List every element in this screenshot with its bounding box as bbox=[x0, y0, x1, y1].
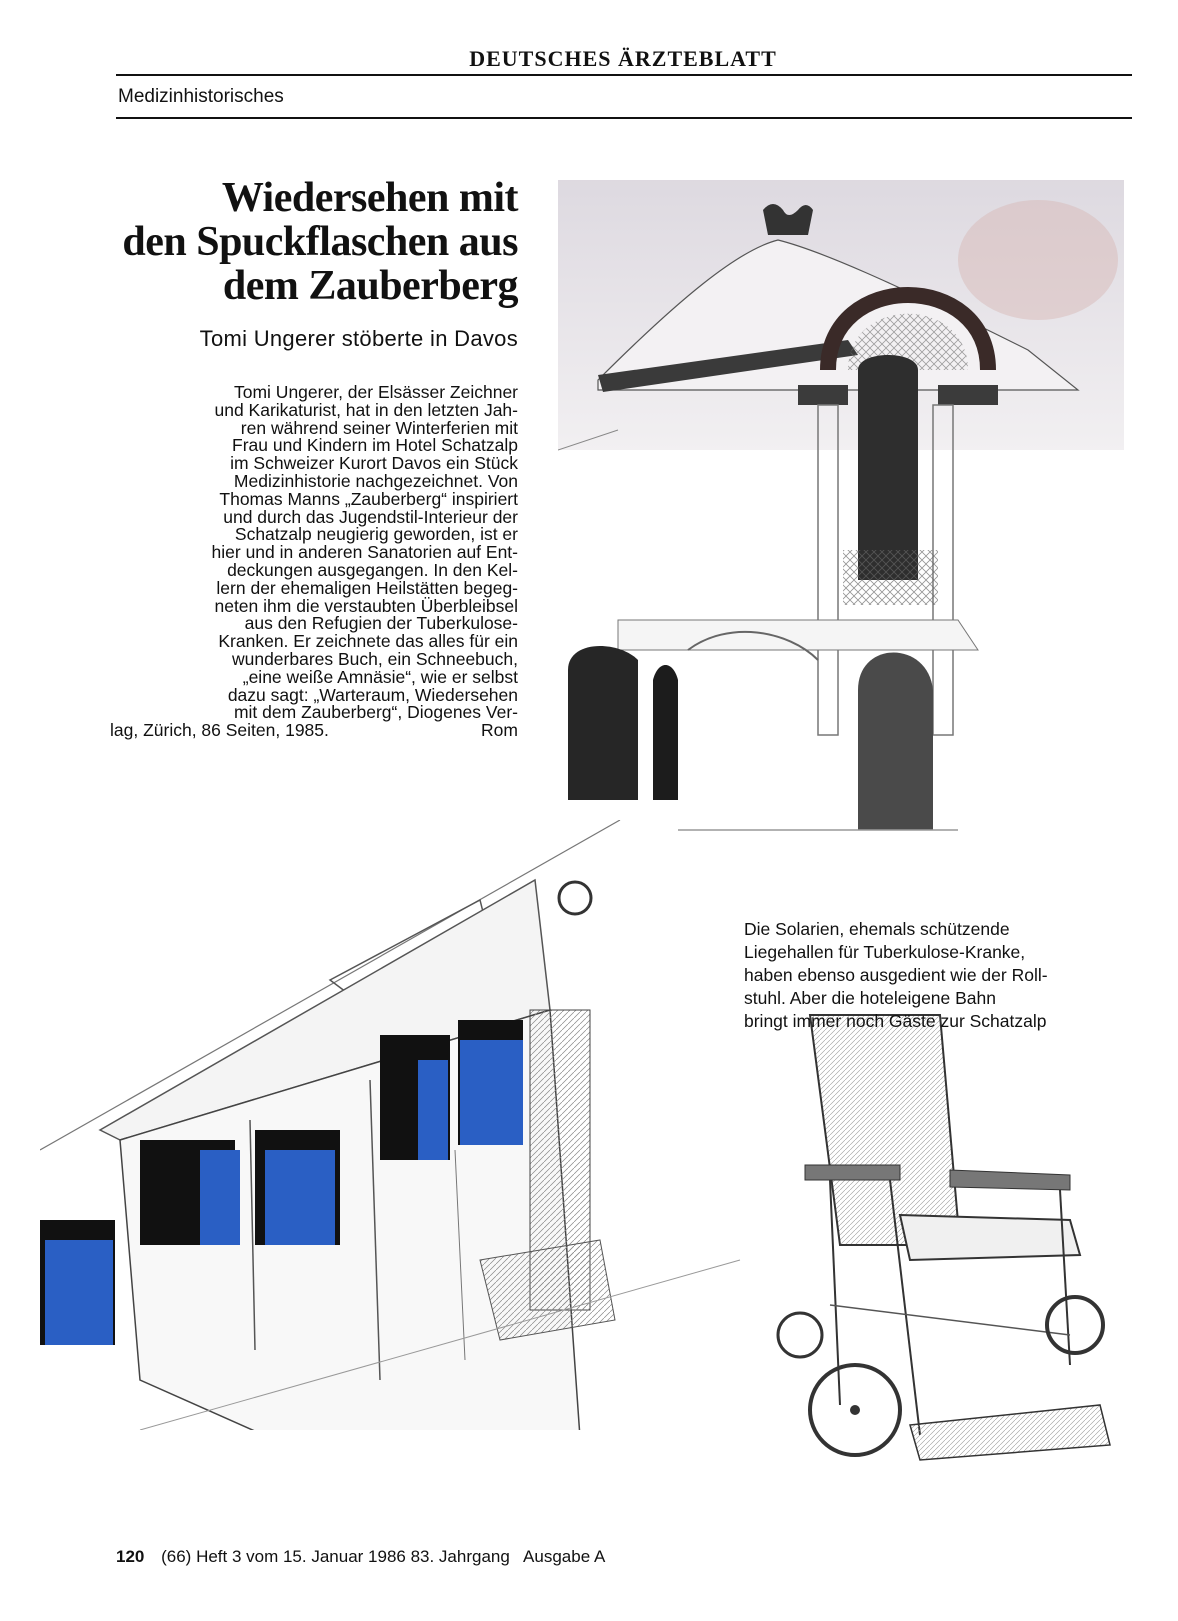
railcar-drawing bbox=[40, 820, 760, 1430]
body-line: Tomi Ungerer, der Elsässer Zeichner bbox=[234, 382, 518, 402]
solarium-drawing bbox=[558, 180, 1124, 870]
article-body bbox=[110, 384, 518, 740]
body-line: deckungen ausgegangen. In den Kel- bbox=[227, 559, 518, 580]
issue-info: (66) Heft 3 vom 15. Januar 1986 83. Jahrgang Ausgabe A bbox=[161, 1547, 606, 1566]
body-line: mit dem Zauberberg“, Diogenes Ver- bbox=[233, 702, 518, 723]
body-line: Medizinhistorie nachgezeichnet. Von bbox=[233, 470, 518, 491]
body-line: dazu sagt: „Warteraum, Wiedersehen bbox=[227, 684, 518, 705]
body-line: lag, Zürich, 86 Seiten, 1985. bbox=[110, 720, 329, 741]
section-label: Medizinhistorisches bbox=[118, 86, 284, 107]
subtitle: Tomi Ungerer stöberte in Davos bbox=[199, 326, 518, 351]
illustration-caption bbox=[744, 918, 1134, 1033]
headline-line: Wiedersehen mit bbox=[221, 175, 518, 221]
body-line: im Schweizer Kurort Davos ein Stück bbox=[230, 453, 518, 474]
caption-line: haben ebenso ausgedient wie der Roll- bbox=[744, 965, 1048, 985]
body-line: „eine weiße Amnäsie“, wie er selbst bbox=[242, 666, 518, 687]
author-signature: Rom bbox=[481, 720, 518, 741]
caption-line: Die Solarien, ehemals schützende bbox=[744, 919, 1010, 939]
body-line: neten ihm die verstaubten Überbleibsel bbox=[214, 595, 518, 616]
caption-line: bringt immer noch Gäste zur Schatzalp bbox=[744, 1011, 1047, 1031]
body-line: ren während seiner Winterferien mit bbox=[240, 417, 518, 438]
body-line: und durch das Jugendstil-Interieur der bbox=[223, 506, 518, 527]
body-line: Schatzalp neugierig geworden, ist er bbox=[234, 524, 518, 545]
body-line: Frau und Kindern im Hotel Schatzalp bbox=[232, 435, 518, 456]
body-line: lern der ehemaligen Heilstätten begeg- bbox=[216, 577, 518, 598]
body-line: aus den Refugien der Tuberkulose- bbox=[244, 613, 518, 634]
headline-line: den Spuckflaschen aus bbox=[122, 219, 518, 265]
headline bbox=[100, 176, 518, 308]
headline-line: dem Zauberberg bbox=[222, 263, 518, 309]
body-last-line bbox=[110, 722, 518, 740]
body-line: wunderbares Buch, ein Schneebuch, bbox=[231, 648, 518, 669]
caption-line: Liegehallen für Tuberkulose-Kranke, bbox=[744, 942, 1026, 962]
body-line: und Karikaturist, hat in den letzten Jah- bbox=[214, 399, 518, 420]
wheelchair-drawing bbox=[770, 1005, 1130, 1475]
caption-line: stuhl. Aber die hoteleigene Bahn bbox=[744, 988, 996, 1008]
body-line: Kranken. Er zeichnete das alles für ein bbox=[218, 631, 518, 652]
section-rule bbox=[116, 117, 1132, 119]
masthead-rule bbox=[116, 74, 1132, 76]
page-number: 120 bbox=[116, 1547, 145, 1566]
body-line: hier und in anderen Sanatorien auf Ent- bbox=[211, 542, 518, 563]
body-line: Thomas Manns „Zauberberg“ inspiriert bbox=[219, 488, 518, 509]
page-footer bbox=[116, 1547, 605, 1567]
masthead: DEUTSCHES ÄRZTEBLATT bbox=[469, 46, 777, 71]
